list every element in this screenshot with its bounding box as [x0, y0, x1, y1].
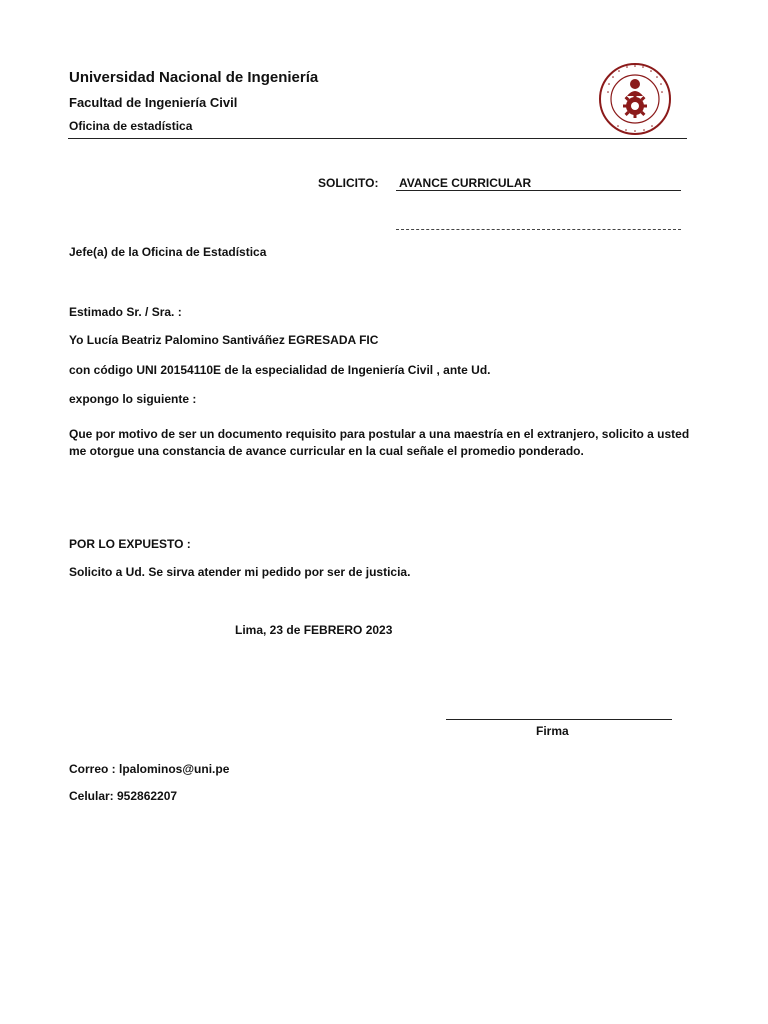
- university-seal-icon: [598, 62, 672, 136]
- closing-text: Solicito a Ud. Se sirva atender mi pedido por ser de justicia.: [69, 565, 411, 579]
- body-line-2: con código UNI 20154110E de la especialidad de Ingeniería Civil , ante Ud.: [69, 363, 491, 377]
- faculty-name: Facultad de Ingeniería Civil: [69, 95, 238, 110]
- request-value: AVANCE CURRICULAR: [399, 176, 532, 190]
- header-divider: [68, 138, 687, 139]
- request-underline: [396, 190, 681, 191]
- request-paragraph: Que por motivo de ser un documento requisito para postular a una maestría en el extranjero, solicito a usted me otorgue una constancia de avance curricular en la cual señale el promedio ponderado.: [69, 427, 690, 458]
- closing-heading: POR LO EXPUESTO :: [69, 537, 191, 551]
- document-date: Lima, 23 de FEBRERO 2023: [235, 623, 393, 637]
- contact-email: Correo : lpalominos@uni.pe: [69, 762, 230, 776]
- signature-label: Firma: [536, 724, 569, 738]
- greeting: Estimado Sr. / Sra. :: [69, 305, 182, 319]
- request-label: SOLICITO:: [318, 176, 379, 190]
- dashed-divider: [396, 229, 681, 230]
- office-name: Oficina de estadística: [69, 119, 193, 133]
- university-name: Universidad Nacional de Ingeniería: [69, 69, 319, 86]
- body-line-3: expongo lo siguiente :: [69, 392, 197, 406]
- body-line-1: Yo Lucía Beatriz Palomino Santiváñez EGRESADA FIC: [69, 333, 379, 347]
- recipient: Jefe(a) de la Oficina de Estadística: [69, 245, 267, 259]
- contact-phone: Celular: 952862207: [69, 789, 178, 803]
- signature-line: [446, 719, 672, 720]
